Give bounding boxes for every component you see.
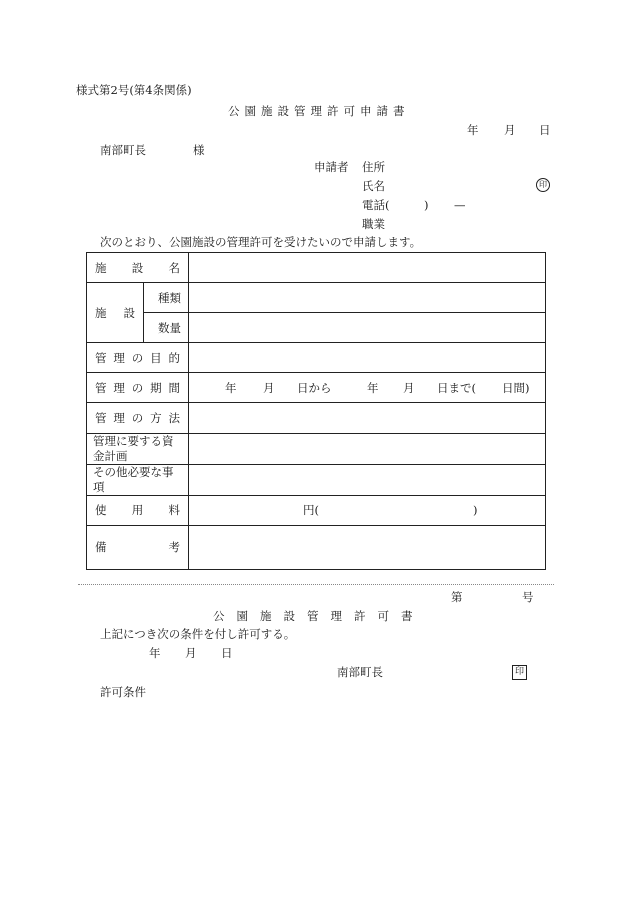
method-field[interactable] (189, 403, 546, 433)
kind-label: 種 類 (158, 290, 181, 305)
remarks-field[interactable] (189, 525, 546, 569)
table-row (87, 253, 546, 283)
permit-date-month: 月 (185, 646, 197, 660)
table-row (87, 373, 546, 403)
other-label: その他必要な事項 (87, 464, 189, 495)
table-row (87, 343, 546, 373)
method-label: 管 理 の 方 法 (95, 411, 180, 426)
quantity-field[interactable] (189, 313, 546, 343)
name-label: 氏名 (362, 179, 385, 193)
table-row (87, 283, 546, 313)
remarks-label: 備 考 (95, 540, 180, 555)
purpose-field[interactable] (189, 343, 546, 373)
address-label: 住所 (362, 160, 385, 174)
addressee: 南部町長 (100, 143, 146, 157)
application-table (86, 252, 546, 570)
other-field[interactable] (189, 464, 546, 495)
funding-label: 管理に要する資金計画 (87, 433, 189, 464)
quantity-label: 数 量 (158, 320, 181, 335)
permit-conditions-label: 許可条件 (100, 685, 146, 699)
phone-close: ) (424, 198, 429, 212)
date-year-label: 年 (467, 123, 479, 137)
occupation-label: 職業 (362, 217, 385, 231)
permit-title: 公園施設管理許可書 (213, 609, 425, 623)
page-title: 公園施設管理許可申請書 (228, 104, 410, 118)
applicant-label: 申請者 (314, 160, 349, 174)
facility-name-field[interactable] (189, 253, 546, 283)
permit-number-suffix: 号 (522, 590, 534, 604)
seal-square-icon: 印 (512, 665, 527, 680)
facility-label: 施 設 (95, 305, 135, 320)
phone-dash: — (454, 198, 466, 212)
table-row (87, 464, 546, 495)
addressee-suffix: 様 (193, 143, 205, 157)
table-row (87, 525, 546, 569)
date-month-label: 月 (504, 123, 516, 137)
table-row (87, 403, 546, 433)
permit-text: 上記につき次の条件を付し許可する。 (100, 627, 296, 641)
form-number: 様式第2号(第4条関係) (76, 83, 192, 97)
seal-icon: 印 (536, 178, 550, 192)
intro-text: 次のとおり、公園施設の管理許可を受けたいので申請します。 (100, 235, 422, 249)
permit-issuer: 南部町長 (337, 665, 383, 679)
phone-label: 電話( (362, 198, 390, 212)
period-label: 管 理 の 期 間 (95, 380, 180, 395)
permit-date-day: 日 (221, 646, 233, 660)
table-row (87, 313, 546, 343)
purpose-label: 管 理 の 目 的 (95, 350, 180, 365)
permit-number-prefix: 第 (451, 590, 463, 604)
funding-field[interactable] (189, 433, 546, 464)
kind-field[interactable] (189, 283, 546, 313)
date-day-label: 日 (539, 123, 551, 137)
permit-date-year: 年 (149, 646, 161, 660)
fee-field[interactable]: 円( ) (189, 495, 546, 525)
cut-line (78, 584, 554, 585)
table-row (87, 495, 546, 525)
period-field[interactable]: 年 月 日から 年 月 日まで( 日間) (189, 373, 546, 403)
facility-name-label: 施 設 名 (95, 260, 180, 275)
fee-label: 使 用 料 (95, 503, 180, 518)
table-row (87, 433, 546, 464)
